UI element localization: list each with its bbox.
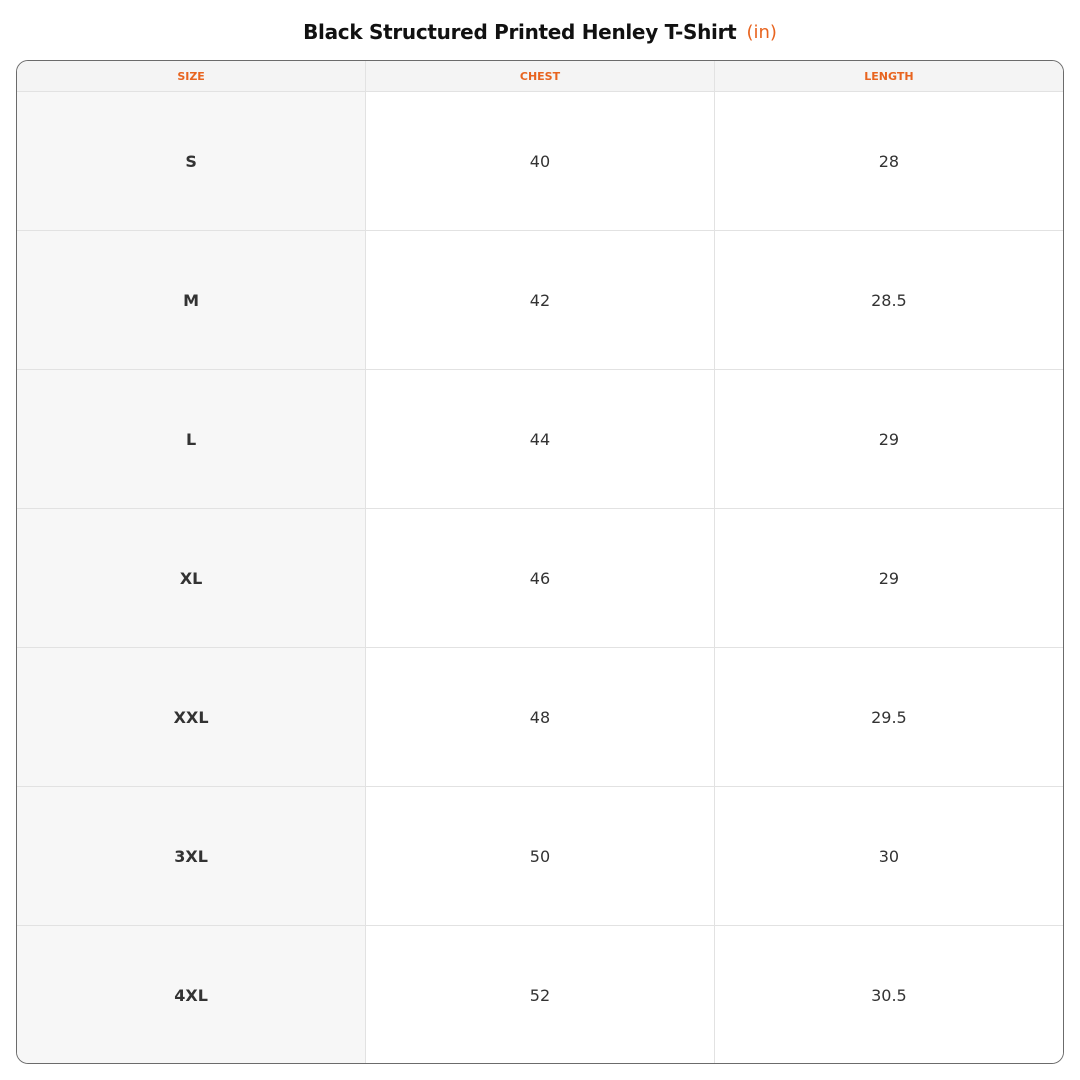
product-title: Black Structured Printed Henley T-Shirt [303, 20, 737, 44]
column-header-size: SIZE [17, 61, 366, 92]
size-cell: M [17, 231, 366, 370]
column-header-chest: CHEST [366, 61, 715, 92]
length-cell: 29 [714, 370, 1063, 509]
table-row [17, 370, 1063, 509]
chest-cell: 42 [366, 231, 715, 370]
length-cell: 30 [714, 787, 1063, 926]
length-cell: 29 [714, 509, 1063, 648]
length-cell: 28.5 [714, 231, 1063, 370]
size-chart-table-container [16, 60, 1064, 1064]
size-cell: S [17, 92, 366, 231]
size-cell: 4XL [17, 926, 366, 1065]
chest-cell: 48 [366, 648, 715, 787]
size-cell: XXL [17, 648, 366, 787]
unit-label: (in) [746, 21, 777, 43]
length-cell: 28 [714, 92, 1063, 231]
chest-cell: 44 [366, 370, 715, 509]
table-row [17, 926, 1063, 1065]
table-row [17, 787, 1063, 926]
size-cell: L [17, 370, 366, 509]
chart-title-row [0, 14, 1080, 50]
size-cell: 3XL [17, 787, 366, 926]
length-cell: 30.5 [714, 926, 1063, 1065]
length-cell: 29.5 [714, 648, 1063, 787]
chest-cell: 46 [366, 509, 715, 648]
column-header-length: LENGTH [714, 61, 1063, 92]
chest-cell: 52 [366, 926, 715, 1065]
chest-cell: 40 [366, 92, 715, 231]
table-row [17, 231, 1063, 370]
table-row [17, 509, 1063, 648]
chest-cell: 50 [366, 787, 715, 926]
table-row [17, 648, 1063, 787]
size-cell: XL [17, 509, 366, 648]
size-chart-table [17, 61, 1063, 1064]
table-row [17, 92, 1063, 231]
table-header-row [17, 61, 1063, 92]
